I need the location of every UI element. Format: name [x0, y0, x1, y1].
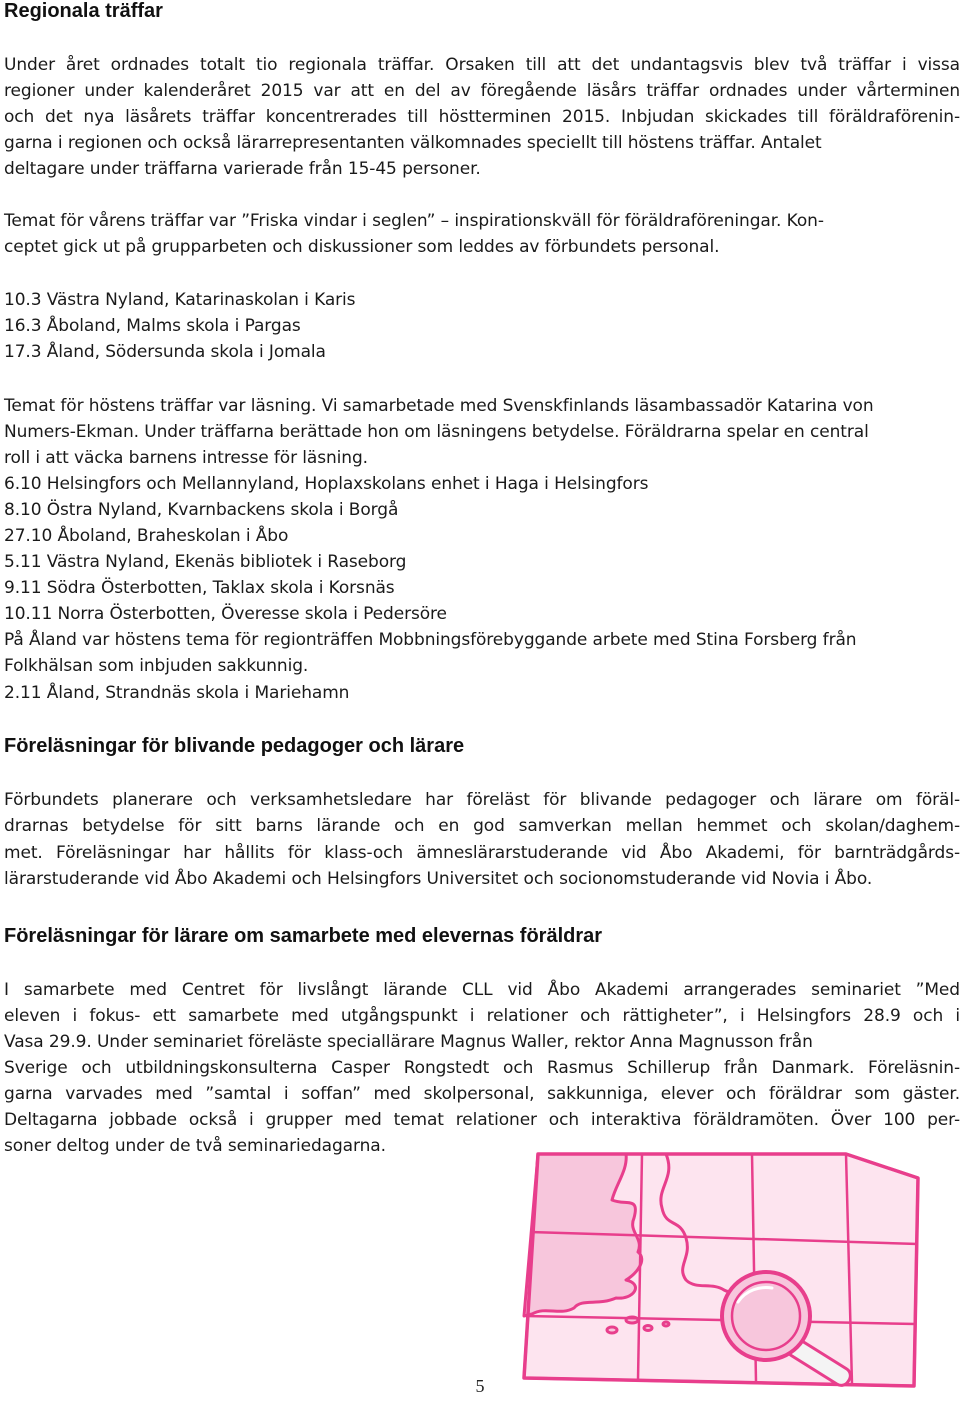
- paragraph-line: met. Föreläsningar har hållits för klass-och ämneslärarstuderande vid Åbo Akademi, för barnträdgårds-: [4, 843, 960, 863]
- paragraph-line: Deltagarna jobbade också i grupper med temat relationer och interaktiva föräldramöten. Över 100 per-: [4, 1110, 960, 1130]
- event-item: 16.3 Åboland, Malms skola i Pargas: [4, 316, 301, 336]
- paragraph-line: Under året ordnades totalt tio regionala träffar. Orsaken till att det undantagsvis blev två träffar i vissa: [4, 55, 960, 75]
- event-item: 27.10 Åboland, Braheskolan i Åbo: [4, 526, 289, 546]
- heading-regionala-traffar: Regionala träffar: [4, 0, 163, 22]
- paragraph-line: På Åland var höstens tema för regionträffen Mobbningsförebyggande arbete med Stina Forsberg från: [4, 630, 857, 650]
- paragraph-line: Vasa 29.9. Under seminariet föreläste speciallärare Magnus Waller, rektor Anna Magnusson från: [4, 1032, 813, 1052]
- paragraph-line: deltagare under träffarna varierade från 15-45 personer.: [4, 159, 481, 179]
- paragraph-line: eleven i fokus- ett samarbete med utgångspunkt i relationer och rättigheter”, i Helsingfors 28.9 och i: [4, 1006, 960, 1026]
- page-number: 5: [475, 1376, 485, 1396]
- paragraph-line: Förbundets planerare och verksamhetsledare har föreläst för blivande pedagoger och lärare om föräl-: [4, 790, 960, 810]
- event-item: 10.3 Västra Nyland, Katarinaskolan i Karis: [4, 290, 356, 310]
- event-item: 5.11 Västra Nyland, Ekenäs bibliotek i Raseborg: [4, 552, 407, 572]
- event-item: 17.3 Åland, Södersunda skola i Jomala: [4, 342, 326, 362]
- paragraph-line: Sverige och utbildningskonsulterna Casper Rongstedt och Rasmus Schillerup från Danmark. Föreläsnin-: [4, 1058, 960, 1078]
- paragraph-line: regioner under kalenderåret 2015 var att en del av föregående läsårs träffar ordnades under vårterminen: [4, 81, 960, 101]
- paragraph-line: soner deltog under de två seminariedagarna.: [4, 1136, 386, 1156]
- map-magnifier-icon: [516, 1148, 936, 1400]
- paragraph-line: ceptet gick ut på grupparbeten och diskussioner som leddes av förbundets personal.: [4, 237, 720, 257]
- event-item: 8.10 Östra Nyland, Kvarnbackens skola i Borgå: [4, 500, 399, 520]
- event-item: 9.11 Södra Österbotten, Taklax skola i Korsnäs: [4, 578, 395, 598]
- paragraph-line: Folkhälsan som inbjuden sakkunnig.: [4, 656, 309, 676]
- heading-forelasningar-larare: Föreläsningar för lärare om samarbete med elevernas föräldrar: [4, 925, 603, 947]
- paragraph-line: garna i regionen och också lärarrepresentanten välkomnades speciellt till höstens träffar. Antalet: [4, 133, 822, 153]
- event-item: 10.11 Norra Österbotten, Överesse skola i Pedersöre: [4, 604, 447, 624]
- heading-forelasningar-blivande: Föreläsningar för blivande pedagoger och lärare: [4, 735, 465, 757]
- paragraph-line: garna varvades med ”samtal i soffan” med skolpersonal, sakkunniga, elever och föräldrar som gäster.: [4, 1084, 960, 1104]
- event-item: 2.11 Åland, Strandnäs skola i Mariehamn: [4, 683, 350, 703]
- event-item: 6.10 Helsingfors och Mellannyland, Hoplaxskolans enhet i Haga i Helsingfors: [4, 474, 649, 494]
- paragraph-line: lärarstuderande vid Åbo Akademi och Helsingfors Universitet och socionomstuderande vid Novia i Åbo.: [4, 869, 873, 889]
- paragraph-line: Temat för vårens träffar var ”Friska vindar i seglen” – inspirationskväll för föräldraföreningar. Kon-: [4, 211, 824, 231]
- paragraph-line: I samarbete med Centret för livslångt lärande CLL vid Åbo Akademi arrangerades seminariet ”Med: [4, 980, 960, 1000]
- paragraph-line: och det nya läsårets träffar koncentrerades till höstterminen 2015. Inbjudan skickades till föräldraförenin-: [4, 107, 960, 127]
- paragraph-line: roll i att väcka barnens intresse för läsning.: [4, 448, 368, 468]
- paragraph-line: drarnas betydelse för sitt barns lärande och en god samverkan mellan hemmet och skolan/daghem-: [4, 816, 960, 836]
- paragraph-line: Temat för höstens träffar var läsning. Vi samarbetade med Svenskfinlands läsambassadör Katarina von: [4, 396, 874, 416]
- paragraph-line: Numers-Ekman. Under träffarna berättade hon om läsningens betydelse. Föräldrarna spelar en central: [4, 422, 869, 442]
